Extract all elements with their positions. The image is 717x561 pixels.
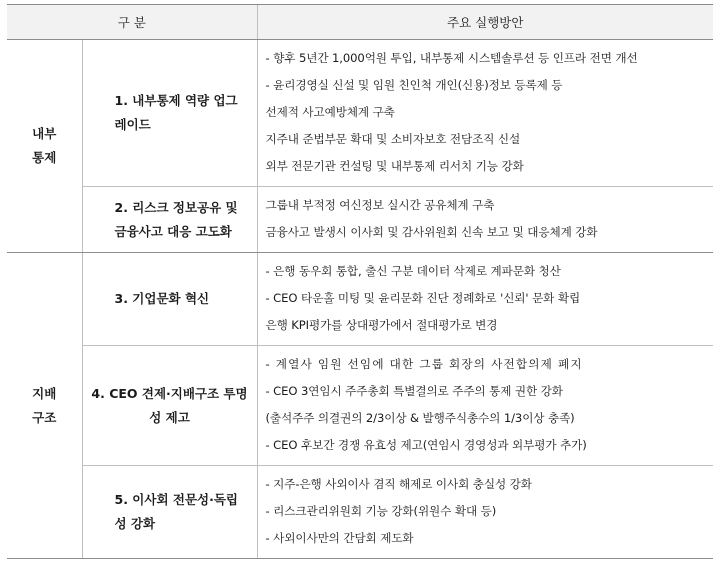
strategy-table — [7, 4, 713, 559]
plan-line: - 윤리경영실 신설 및 임원 친인척 개인(신용)정보 등록제 등 — [265, 78, 563, 92]
category-label: 지배 구조 — [32, 385, 57, 425]
item-title: 2. 리스크 정보공유 및 금융사고 대응 고도화 — [82, 187, 257, 253]
plan-line: (출석주주 의결권의 2/3이상 & 발행주식총수의 1/3이상 충족) — [265, 411, 575, 425]
plan-line: 그룹내 부적정 여신정보 실시간 공유체계 구축 — [265, 198, 495, 212]
plan-line: 은행 KPI평가를 상대평가에서 절대평가로 변경 — [265, 318, 498, 332]
table-row — [7, 346, 713, 466]
plan-line: 금융사고 발생시 이사회 및 감사위원회 신속 보고 및 대응체계 강화 — [265, 225, 598, 239]
plan-line: - 리스크관리위원회 기능 강화(위원수 확대 등) — [265, 504, 497, 518]
plan-cell — [257, 346, 713, 466]
plan-line: 외부 전문기관 컨설팅 및 내부통제 리서치 기능 강화 — [265, 159, 524, 173]
plan-line: - 향후 5년간 1,000억원 투입, 내부통제 시스템솔루션 등 인프라 전면 개선 — [265, 51, 638, 65]
plan-line: - CEO 후보간 경쟁 유효성 제고(연임시 경영성과 외부평가 추가) — [265, 438, 587, 452]
table-row — [7, 40, 713, 187]
plan-cell — [257, 466, 713, 559]
category-governance — [7, 253, 82, 559]
header-category: 구 분 — [7, 5, 257, 40]
plan-line: 선제적 사고예방체계 구축 — [265, 105, 395, 119]
plan-cell — [257, 253, 713, 346]
plan-line: - CEO 3연임시 주주총회 특별결의로 주주의 통제 권한 강화 — [265, 384, 563, 398]
table-row — [7, 253, 713, 346]
plan-line: - CEO 타운홀 미팅 및 윤리문화 진단 정례화로 '신뢰' 문화 확립 — [265, 291, 581, 305]
category-internal-control — [7, 40, 82, 253]
plan-cell — [257, 40, 713, 187]
plan-line: - 사외이사만의 간담회 제도화 — [265, 531, 414, 545]
item-title: 4. CEO 견제·지배구조 투명성 제고 — [82, 346, 257, 466]
plan-line: - 계열사 임원 선임에 대한 그룹 회장의 사전합의제 폐지 — [265, 357, 583, 371]
category-label: 내부 통제 — [32, 126, 57, 165]
item-title: 3. 기업문화 혁신 — [82, 253, 257, 346]
header-action-plans: 주요 실행방안 — [257, 5, 713, 40]
plan-line: - 지주-은행 사외이사 겸직 해제로 이사회 충실성 강화 — [265, 477, 532, 491]
table-row — [7, 466, 713, 559]
table-header-row — [7, 5, 713, 40]
item-title: 5. 이사회 전문성·독립성 강화 — [82, 466, 257, 559]
table-row — [7, 187, 713, 253]
item-title: 1. 내부통제 역량 업그레이드 — [82, 40, 257, 187]
plan-line: - 은행 동우회 통합, 출신 구분 데이터 삭제로 계파문화 청산 — [265, 264, 561, 278]
plan-line: 지주내 준법부문 확대 및 소비자보호 전담조직 신설 — [265, 132, 521, 146]
plan-cell — [257, 187, 713, 253]
